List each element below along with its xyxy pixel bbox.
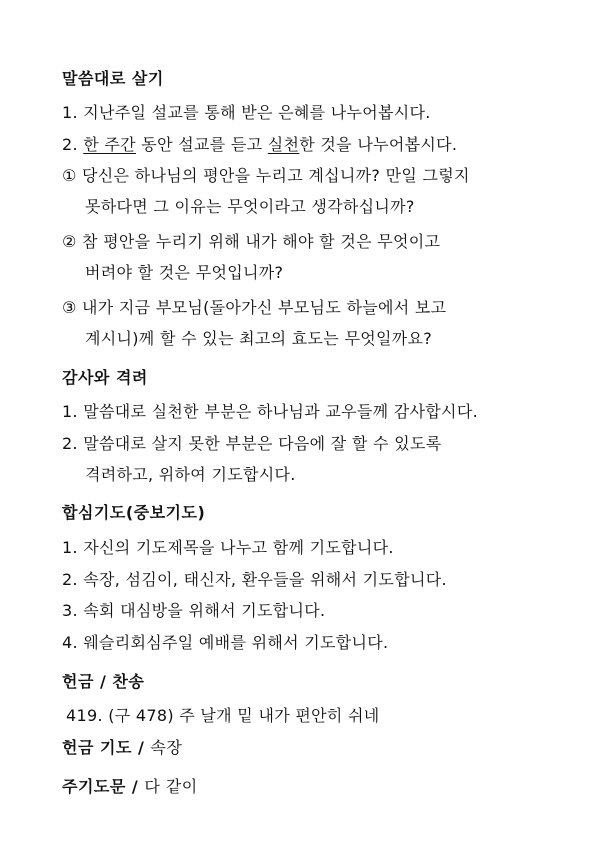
question-3-line-1: ③ 내가 지금 부모님(돌아가신 부모님도 하늘에서 보고 <box>62 298 447 317</box>
prayer-item-4: 4. 웨슬리회심주일 예배를 위해서 기도합니다. <box>62 633 389 652</box>
list-item-encourage-line-2: 격려하고, 위하여 기도합시다. <box>85 465 296 484</box>
lords-prayer-label: 주기도문 / <box>62 777 145 796</box>
offering-prayer-label: 헌금 기도 / <box>62 738 151 757</box>
item-suffix: 한 것을 나누어봅시다. <box>299 135 458 154</box>
question-3-line-2: 계시니)께 할 수 있는 최고의 효도는 무엇일까요? <box>85 329 433 348</box>
underlined-week: 한 주간 <box>83 135 136 154</box>
question-2-line-2: 버려야 할 것은 무엇입니까? <box>85 263 284 282</box>
section-title-offering-prayer <box>62 735 182 758</box>
hymn-line: 419. (구 478) 주 날개 밑 내가 편안히 쉬네 <box>66 706 380 725</box>
list-item-share-practice <box>62 132 457 155</box>
question-1-line-1: ① 당신은 하나님의 평안을 누리고 계십니까? 만일 그렇지 <box>62 166 470 185</box>
prayer-item-3: 3. 속회 대심방을 위해서 기도합니다. <box>62 601 326 620</box>
section-title-lords-prayer <box>62 774 198 797</box>
offering-prayer-leader: 속장 <box>150 738 183 757</box>
item-prefix: 2. <box>62 135 84 154</box>
underlined-practice: 실천 <box>267 135 300 154</box>
item-mid: 동안 설교를 듣고 <box>135 135 268 154</box>
section-title-thanks-encouragement: 감사와 격려 <box>62 368 148 387</box>
section-title-living-by-word: 말씀대로 살기 <box>62 69 164 88</box>
prayer-item-1: 1. 자신의 기도제목을 나누고 함께 기도합니다. <box>62 538 394 557</box>
question-2-line-1: ② 참 평안을 누리기 위해 내가 해야 할 것은 무엇이고 <box>62 232 441 251</box>
list-item-encourage-line-1: 2. 말씀대로 살지 못한 부분은 다음에 잘 할 수 있도록 <box>62 434 442 453</box>
list-item-thanks: 1. 말씀대로 실천한 부분은 하나님과 교우들께 감사합시다. <box>62 402 478 421</box>
list-item-share-grace: 1. 지난주일 설교를 통해 받은 은혜를 나누어봅시다. <box>62 103 431 122</box>
section-title-offering-hymn: 헌금 / 찬송 <box>62 672 145 691</box>
lords-prayer-who: 다 같이 <box>144 777 198 796</box>
section-title-united-prayer: 합심기도(중보기도) <box>62 503 206 522</box>
prayer-item-2: 2. 속장, 섬김이, 태신자, 환우들을 위해서 기도합니다. <box>62 570 447 589</box>
question-1-line-2: 못하다면 그 이유는 무엇이라고 생각하십니까? <box>85 197 415 216</box>
